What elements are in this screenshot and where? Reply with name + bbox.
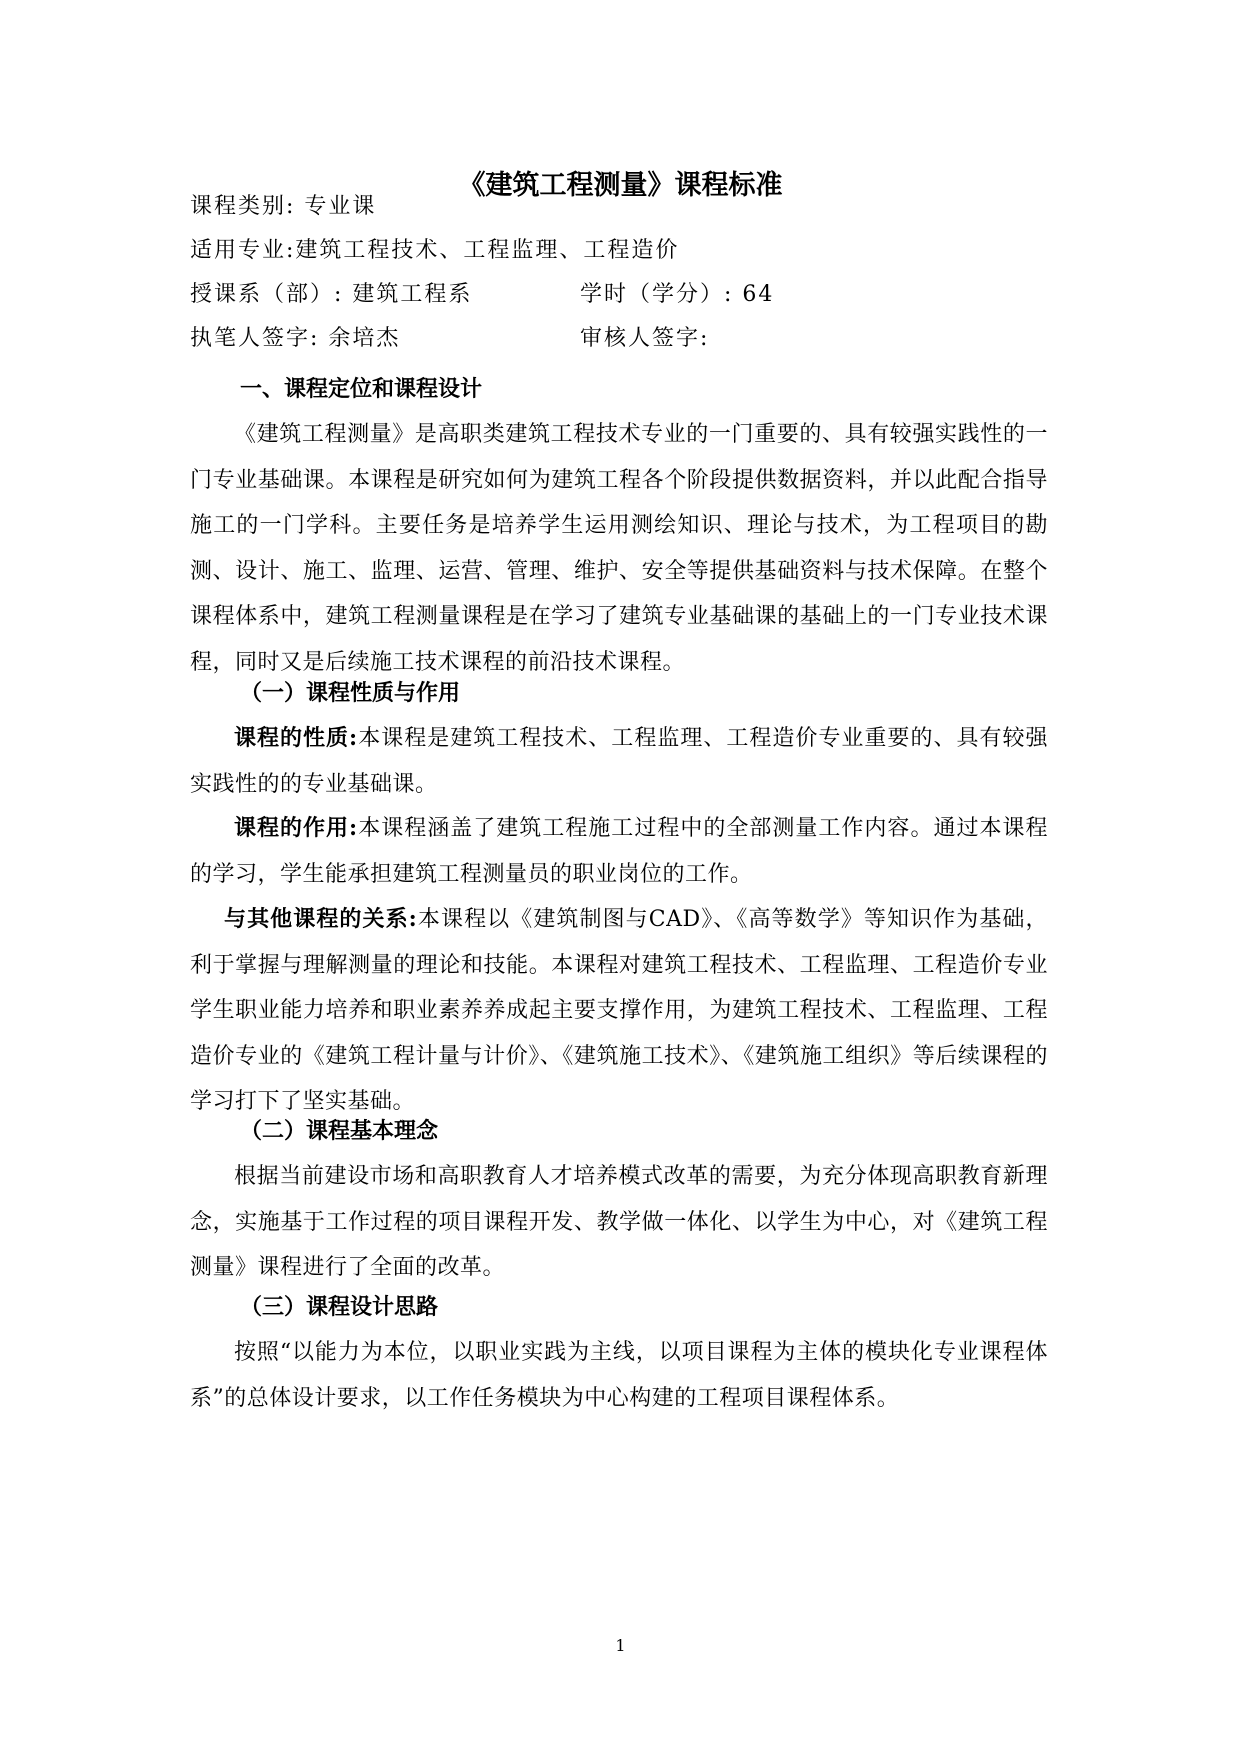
category-value: 专业课 xyxy=(304,194,377,219)
reviewer-label: 审核人签字: xyxy=(580,326,710,351)
subsection-2-text: 根据当前建设市场和高职教育人才培养模式改革的需要，为充分体现高职教育新理念，实施基于工作过程的项目课程开发、教学做一体化、以学生为中心，对《建筑工程测量》课程进行了全面的改革。 xyxy=(190,1164,1048,1280)
course-relation-label: 与其他课程的关系: xyxy=(224,906,418,932)
author-label: 执笔人签字: xyxy=(190,326,320,351)
course-nature-label: 课程的性质: xyxy=(234,725,358,751)
meta-category xyxy=(190,190,1050,224)
subsection-3-heading: （三）课程设计思路 xyxy=(240,1294,439,1320)
dept-label: 授课系（部）: xyxy=(190,282,344,307)
hours-label: 学时（学分）: xyxy=(580,282,734,307)
course-role-text: 本课程涵盖了建筑工程施工过程中的全部测量工作内容。通过本课程的学习，学生能承担建筑工程测量员的职业岗位的工作。 xyxy=(190,816,1048,887)
meta-majors xyxy=(190,234,1050,268)
meta-signatures xyxy=(190,322,1050,356)
majors-label: 适用专业: xyxy=(190,238,296,263)
course-nature-text: 本课程是建筑工程技术、工程监理、工程造价专业重要的、具有较强实践性的的专业基础课。 xyxy=(190,726,1048,797)
course-relation-paragraph xyxy=(190,897,1048,1125)
course-role-label: 课程的作用: xyxy=(234,815,358,841)
section-1-intro: 《建筑工程测量》是高职类建筑工程技术专业的一门重要的、具有较强实践性的一门专业基础课。本课程是研究如何为建筑工程各个阶段提供数据资料，并以此配合指导施工的一门学科。主要任务是培养学生运用测绘知识、理论与技术，为工程项目的勘测、设计、施工、监理、运营、管理、维护、安全等提供基础资料与技术保障。在整个课程体系中，建筑工程测量课程是在学习了建筑专业基础课的基础上的一门专业技术课程，同时又是后续施工技术课程的前沿技术课程。 xyxy=(190,422,1048,675)
category-label: 课程类别: xyxy=(190,194,296,219)
author-value: 余培杰 xyxy=(328,326,401,351)
dept-value: 建筑工程系 xyxy=(352,282,473,307)
majors-value: 建筑工程技术、工程监理、工程造价 xyxy=(295,238,680,263)
course-nature-paragraph xyxy=(190,716,1048,807)
subsection-1-heading: （一）课程性质与作用 xyxy=(240,680,461,706)
hours-group xyxy=(580,278,774,312)
subsection-3-text: 按照“以能力为本位，以职业实践为主线，以项目课程为主体的模块化专业课程体系”的总体设计要求，以工作任务模块为中心构建的工程项目课程体系。 xyxy=(190,1340,1048,1411)
page-number: 1 xyxy=(615,1636,626,1655)
course-role-paragraph xyxy=(190,806,1048,897)
document-title: 《建筑工程测量》课程标准 xyxy=(458,170,783,201)
meta-dept-hours xyxy=(190,278,1050,312)
course-relation-text: 本课程以《建筑制图与CAD》、《高等数学》等知识作为基础，利于掌握与理解测量的理论和技能。本课程对建筑工程技术、工程监理、工程造价专业学生职业能力培养和职业素养养成起主要支撑作用，为建筑工程技术、工程监理、工程造价专业的《建筑工程计量与计价》、《建筑施工技术》、《建筑施工组织》等后续课程的学习打下了坚实基础。 xyxy=(190,907,1048,1114)
section-1-heading: 一、课程定位和课程设计 xyxy=(240,376,483,402)
subsection-2-heading: （二）课程基本理念 xyxy=(240,1118,439,1144)
hours-value: 64 xyxy=(742,282,775,307)
